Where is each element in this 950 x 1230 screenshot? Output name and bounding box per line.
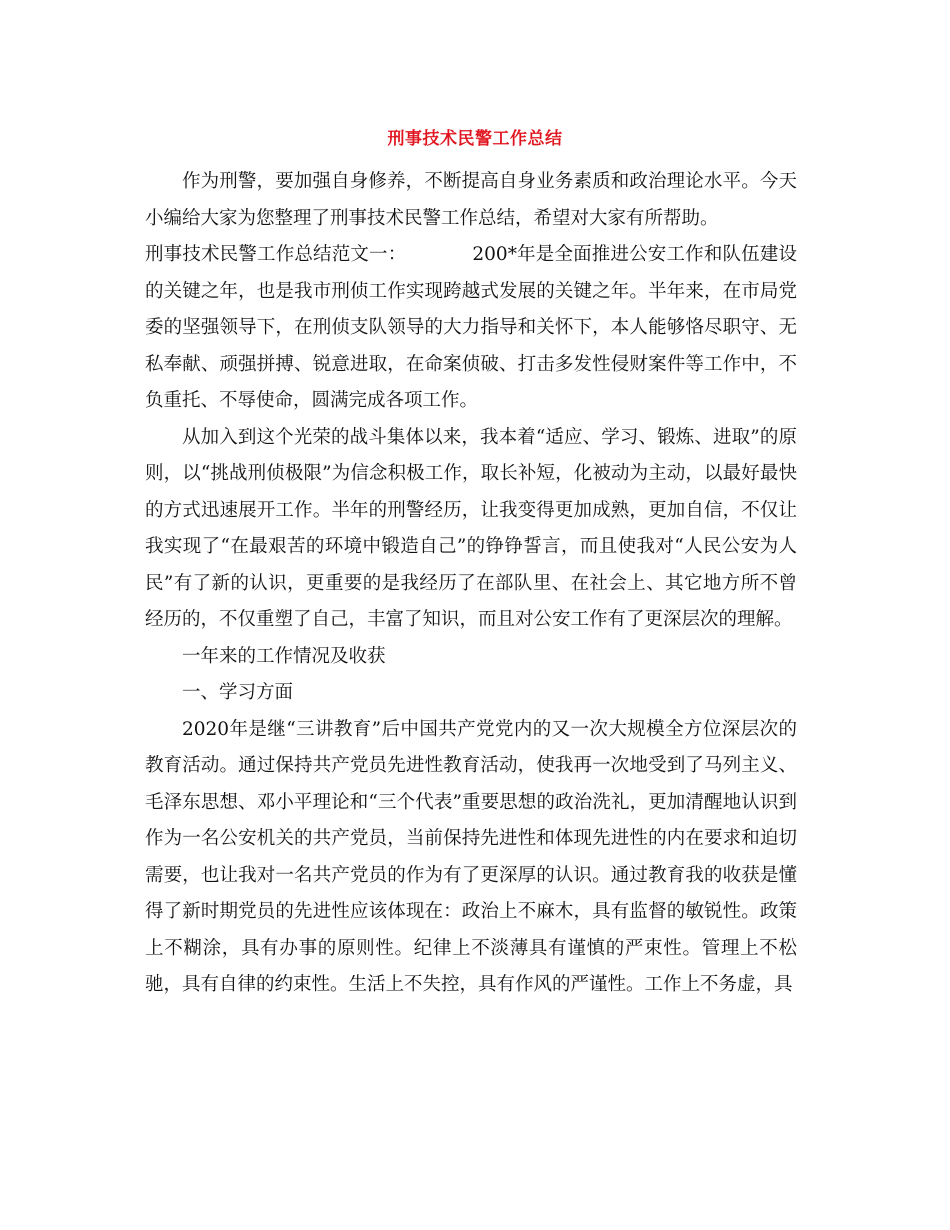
body-paragraph-3: 2020年是继“三讲教育”后中国共产党党内的又一次大规模全方位深层次的教育活动。通过保持共产党员先进性教育活动，使我再一次地受到了马列主义、毛泽东思想、邓小平理论和“三个代表”重要思想的政治洗礼，更加清醒地认识到作为一名公安机关的共产党员，当前保持先进性和体现先进性的内在要求和迫切需要，也让我对一名共产党员的作为有了更深厚的认识。通过教育我的收获是懂得了新时期党员的先进性应该体现在：政治上不麻木，具有监督的敏锐性。政策上不糊涂，具有办事的原则性。纪律上不淡薄具有谨慎的严束性。管理上不松驰，具有自律的约束性。生活上不失控，具有作风的严谨性。工作上不务虚，具 (145, 718, 797, 995)
sample-text: 200*年是全面推进公安工作和队伍建设的关键之年，也是我市刑侦工作实现跨越式发展的关键之年。半年来，在市局党委的坚强领导下，在刑侦支队领导的大力指导和关怀下，本人能够恪尽职守、无私奉献、顽强拼搏、锐意进取，在命案侦破、打击多发性侵财案件等工作中，不负重托、不辱使命，圆满完成各项工作。 (145, 244, 797, 411)
section-heading-2: 一、学习方面 (182, 682, 294, 703)
document-body (145, 164, 797, 1004)
document-title: 刑事技术民警工作总结 (387, 129, 563, 149)
body-paragraph-2: 从加入到这个光荣的战斗集体以来，我本着“适应、学习、锻炼、进取”的原则，以“挑战刑侦极限”为信念积极工作，取长补短，化被动为主动，以最好最快的方式迅速展开工作。半年的刑警经历，让我变得更加成熟，更加自信，不仅让我实现了“在最艰苦的环境中锻造自己”的铮铮誓言，而且使我对“人民公安为人民”有了新的认识，更重要的是我经历了在部队里、在社会上、其它地方所不曾经历的，不仅重塑了自己，丰富了知识，而且对公安工作有了更深层次的理解。 (145, 426, 797, 630)
section-heading-1: 一年来的工作情况及收获 (182, 645, 386, 667)
intro-paragraph: 作为刑警，要加强自身修养，不断提高自身业务素质和政治理论水平。今天小编给大家为您整理了刑事技术民警工作总结，希望对大家有所帮助。 (145, 171, 797, 229)
sample-label: 刑事技术民警工作总结范文一： (145, 244, 407, 265)
sample-paragraph (145, 237, 797, 420)
